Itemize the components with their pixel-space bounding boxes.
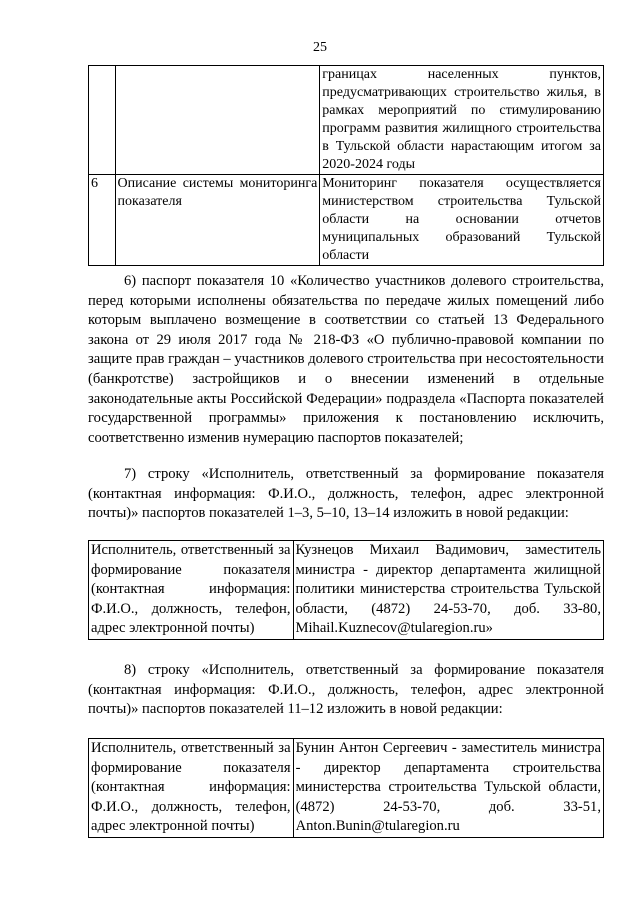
row-name-cell: Описание системы мониторинга показателя	[115, 175, 320, 266]
contact-table-2	[88, 738, 604, 838]
paragraph-8-text: 8) строку «Исполнитель, ответственный за формирование показателя (контактная информация: Ф.И.О., должность, телефон, адрес электронной почты)» паспортов показателей 11–12 изложить в новой редакции:	[88, 662, 604, 718]
paragraph-7-text: 7) строку «Исполнитель, ответственный за формирование показателя (контактная информация: Ф.И.О., должность, телефон, адрес электронной почты)» паспортов показателей 1–3, 5–10, 13–14 изложить в новой редакции:	[88, 466, 604, 522]
row-number-cell	[89, 66, 116, 175]
paragraph-6	[88, 272, 604, 448]
table-row	[89, 175, 604, 266]
indicator-passport-table	[88, 65, 604, 266]
table-row	[89, 541, 604, 640]
paragraph-7	[88, 465, 604, 524]
row-number-cell: 6	[89, 175, 116, 266]
contact-label-cell: Исполнитель, ответственный за формирование показателя (контактная информация: Ф.И.О., должность, телефон, адрес электронной почты)	[89, 739, 294, 838]
contact-value-cell: Бунин Антон Сергеевич - заместитель министра - директор департамента строительства министерства строительства Тульской области, (4872) 24-53-70, доб. 33-51, Anton.Bunin@tularegion.ru	[293, 739, 603, 838]
page-number: 25	[313, 40, 327, 55]
row-name-cell	[115, 66, 320, 175]
paragraph-6-text: 6) паспорт показателя 10 «Количество участников долевого строительства, перед которыми исполнены обязательства по передаче жилых помещений либо которым выплачено возмещение в соответствии со статьей 13 Федерального закона от 29 июля 2017 года № 218-ФЗ «О публично-правовой компании по защите прав граждан – участников долевого строительства при несостоятельности (банкротстве) застройщиков и о внесении изменений в отдельные законодательные акты Российской Федерации» подраздела «Паспорта показателей государственной программы» приложения к постановлению исключить, соответственно изменив нумерацию паспортов показателей;	[88, 273, 604, 446]
contact-value-cell: Кузнецов Михаил Вадимович, заместитель министра - директор департамента жилищной политики министерства строительства Тульской области, (4872) 24-53-70, доб. 33-80, Mihail.Kuznecov@tularegion.ru»	[293, 541, 604, 640]
contact-table-1	[88, 540, 604, 640]
row-value-cell: границах населенных пунктов, предусматривающих строительство жилья, в рамках мероприятий по стимулированию программ развития жилищного строительства в Тульской области нарастающим итогом за 2020-2024 годы	[320, 66, 604, 175]
row-value-cell: Мониторинг показателя осуществляется министерством строительства Тульской области на основании отчетов муниципальных образований Тульской области	[320, 175, 604, 266]
contact-label-cell: Исполнитель, ответственный за формирование показателя (контактная информация: Ф.И.О., должность, телефон, адрес электронной почты)	[89, 541, 294, 640]
table-row	[89, 739, 604, 838]
paragraph-8	[88, 661, 604, 720]
table-row	[89, 66, 604, 175]
